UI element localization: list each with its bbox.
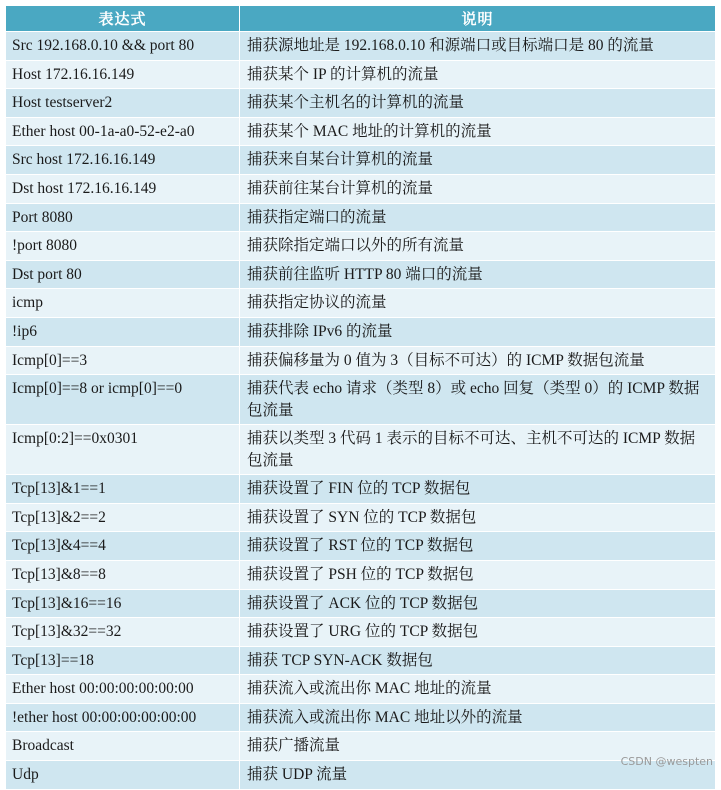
filter-description-cell: 捕获偏移量为 0 值为 3（目标不可达）的 ICMP 数据包流量 — [240, 346, 716, 375]
table-row — [6, 375, 716, 425]
table-row — [6, 732, 716, 761]
table-header — [6, 6, 716, 32]
filter-expression-cell: Src host 172.16.16.149 — [6, 146, 240, 175]
filter-description-cell: 捕获流入或流出你 MAC 地址的流量 — [240, 675, 716, 704]
filter-description-cell: 捕获设置了 PSH 位的 TCP 数据包 — [240, 560, 716, 589]
filter-description-cell: 捕获某个 IP 的计算机的流量 — [240, 60, 716, 89]
filter-description-cell: 捕获某个主机名的计算机的流量 — [240, 89, 716, 118]
header-row — [6, 6, 716, 32]
filter-expression-cell: Broadcast — [6, 732, 240, 761]
filter-expression-cell: Tcp[13]&32==32 — [6, 618, 240, 647]
filter-description-cell: 捕获指定端口的流量 — [240, 203, 716, 232]
table-row — [6, 232, 716, 261]
table-row — [6, 703, 716, 732]
filter-description-cell: 捕获指定协议的流量 — [240, 289, 716, 318]
filter-description-cell: 捕获某个 MAC 地址的计算机的流量 — [240, 117, 716, 146]
filter-description-cell: 捕获设置了 ACK 位的 TCP 数据包 — [240, 589, 716, 618]
filter-expression-cell: Tcp[13]&1==1 — [6, 475, 240, 504]
filter-expression-cell: Dst port 80 — [6, 260, 240, 289]
table-row — [6, 346, 716, 375]
table-row — [6, 589, 716, 618]
table-row — [6, 317, 716, 346]
table-row — [6, 203, 716, 232]
filter-description-cell: 捕获排除 IPv6 的流量 — [240, 317, 716, 346]
filter-expression-cell: Tcp[13]&4==4 — [6, 532, 240, 561]
filter-expression-cell: !ether host 00:00:00:00:00:00 — [6, 703, 240, 732]
filter-expression-cell: Ether host 00:00:00:00:00:00 — [6, 675, 240, 704]
filter-expression-cell: Src 192.168.0.10 && port 80 — [6, 32, 240, 61]
filter-expression-cell: Host 172.16.16.149 — [6, 60, 240, 89]
filter-description-cell: 捕获设置了 FIN 位的 TCP 数据包 — [240, 475, 716, 504]
table-row — [6, 646, 716, 675]
table-row — [6, 289, 716, 318]
table-row — [6, 89, 716, 118]
filter-description-cell: 捕获流入或流出你 MAC 地址以外的流量 — [240, 703, 716, 732]
table-row — [6, 503, 716, 532]
watermark: CSDN @wespten — [620, 755, 713, 768]
filter-description-cell: 捕获除指定端口以外的所有流量 — [240, 232, 716, 261]
table-row — [6, 260, 716, 289]
filter-description-cell: 捕获前往某台计算机的流量 — [240, 174, 716, 203]
filter-expression-cell: Tcp[13]&2==2 — [6, 503, 240, 532]
table-row — [6, 60, 716, 89]
table-row — [6, 560, 716, 589]
filter-expression-cell: Dst host 172.16.16.149 — [6, 174, 240, 203]
filter-expression-cell: Udp — [6, 761, 240, 790]
table-row — [6, 174, 716, 203]
column-header-description: 说明 — [240, 6, 716, 32]
table-row — [6, 761, 716, 790]
table-row — [6, 675, 716, 704]
capture-filter-table — [5, 5, 716, 790]
filter-expression-cell: !ip6 — [6, 317, 240, 346]
filter-description-cell: 捕获设置了 RST 位的 TCP 数据包 — [240, 532, 716, 561]
table-row — [6, 146, 716, 175]
filter-description-cell: 捕获以类型 3 代码 1 表示的目标不可达、主机不可达的 ICMP 数据包流量 — [240, 425, 716, 475]
filter-expression-cell: Host testserver2 — [6, 89, 240, 118]
filter-expression-cell: Icmp[0]==8 or icmp[0]==0 — [6, 375, 240, 425]
table-row — [6, 32, 716, 61]
filter-description-cell: 捕获源地址是 192.168.0.10 和源端口或目标端口是 80 的流量 — [240, 32, 716, 61]
filter-expression-cell: Tcp[13]&8==8 — [6, 560, 240, 589]
filter-description-cell: 捕获设置了 SYN 位的 TCP 数据包 — [240, 503, 716, 532]
table-row — [6, 425, 716, 475]
filter-description-cell: 捕获 TCP SYN-ACK 数据包 — [240, 646, 716, 675]
filter-expression-cell: Port 8080 — [6, 203, 240, 232]
filter-expression-cell: Tcp[13]&16==16 — [6, 589, 240, 618]
filter-description-cell: 捕获前往监听 HTTP 80 端口的流量 — [240, 260, 716, 289]
filter-expression-cell: Tcp[13]==18 — [6, 646, 240, 675]
filter-description-cell: 捕获来自某台计算机的流量 — [240, 146, 716, 175]
table-body — [6, 32, 716, 790]
table-row — [6, 532, 716, 561]
filter-expression-cell: Icmp[0:2]==0x0301 — [6, 425, 240, 475]
filter-description-cell: 捕获设置了 URG 位的 TCP 数据包 — [240, 618, 716, 647]
filter-description-cell: 捕获代表 echo 请求（类型 8）或 echo 回复（类型 0）的 ICMP 数据包流量 — [240, 375, 716, 425]
table-row — [6, 117, 716, 146]
table-row — [6, 475, 716, 504]
table-row — [6, 618, 716, 647]
filter-expression-cell: !port 8080 — [6, 232, 240, 261]
filter-description-cell: 捕获广播流量 — [240, 732, 716, 761]
filter-expression-cell: Ether host 00-1a-a0-52-e2-a0 — [6, 117, 240, 146]
filter-expression-cell: Icmp[0]==3 — [6, 346, 240, 375]
column-header-expression: 表达式 — [6, 6, 240, 32]
filter-expression-cell: icmp — [6, 289, 240, 318]
filter-description-cell: 捕获 UDP 流量 — [240, 761, 716, 790]
